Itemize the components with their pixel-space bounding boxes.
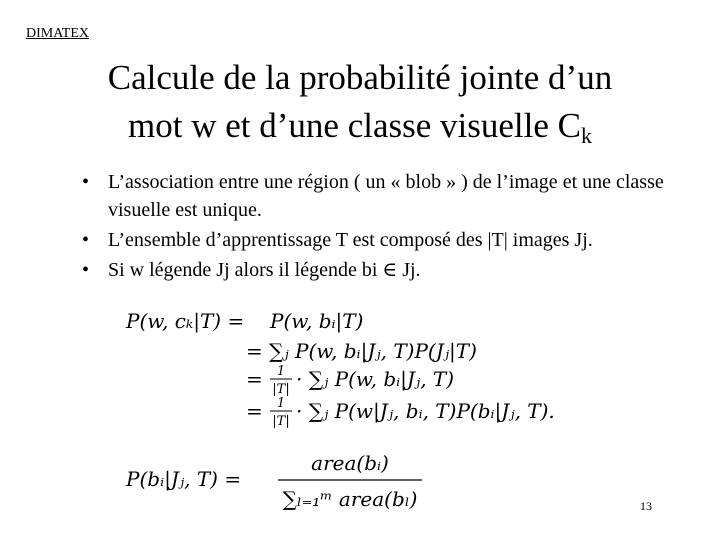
eq2-numerator: area(bᵢ) xyxy=(311,451,389,475)
title-line-2 xyxy=(0,102,720,160)
bullet-text: L’association entre une région ( un « blob » ) de l’image et une classe visuelle est unique. xyxy=(108,171,664,221)
bullet-marker: • xyxy=(82,229,90,251)
eq1-line3-equals: = xyxy=(246,367,263,391)
bullet-item xyxy=(82,256,702,284)
bullet-text: Si w légende Jj alors il légende bi ∈ Jj. xyxy=(108,259,421,281)
eq1-line1: P(w, bᵢ|T) xyxy=(270,309,364,333)
eq1-line2: = ∑ⱼ P(w, bᵢ|Jⱼ, T)P(Jⱼ|T) xyxy=(246,339,477,363)
title-subscript: k xyxy=(580,123,592,148)
bullet-item xyxy=(82,226,702,254)
eq1-line4-rest: · ∑ⱼ P(w|Jⱼ, bᵢ, T)P(bᵢ|Jⱼ, T). xyxy=(296,399,555,423)
fraction-denominator: |T| xyxy=(272,382,290,397)
title-line-2-main: mot w et d’une classe visuelle C xyxy=(128,106,581,145)
header-label: DIMATEX xyxy=(26,26,89,41)
eq1-lhs: P(w, cₖ|T) = xyxy=(126,309,245,333)
fraction-numerator: 1 xyxy=(276,396,286,411)
bullet-list xyxy=(82,168,702,286)
equation-block xyxy=(120,300,640,530)
title-line-1: Calcule de la probabilité jointe d’un xyxy=(107,58,613,97)
equation-svg xyxy=(120,300,640,530)
fraction-denominator: |T| xyxy=(272,414,290,429)
bullet-marker: • xyxy=(82,259,90,281)
bullet-item xyxy=(82,168,702,224)
fraction-numerator: 1 xyxy=(276,364,286,379)
eq2-denominator: ∑ₗ₌₁ᵐ area(bₗ) xyxy=(282,487,418,511)
slide-title xyxy=(0,54,720,160)
page-number: 13 xyxy=(640,499,652,513)
bullet-text: L’ensemble d’apprentissage T est composé des |T| images Jj. xyxy=(108,229,593,251)
eq2-lhs: P(bᵢ|Jⱼ, T) = xyxy=(126,467,242,491)
bullet-marker: • xyxy=(82,171,90,193)
eq1-line3-rest: · ∑ⱼ P(w, bᵢ|Jⱼ, T) xyxy=(296,367,455,391)
eq1-line4-equals: = xyxy=(246,399,263,423)
